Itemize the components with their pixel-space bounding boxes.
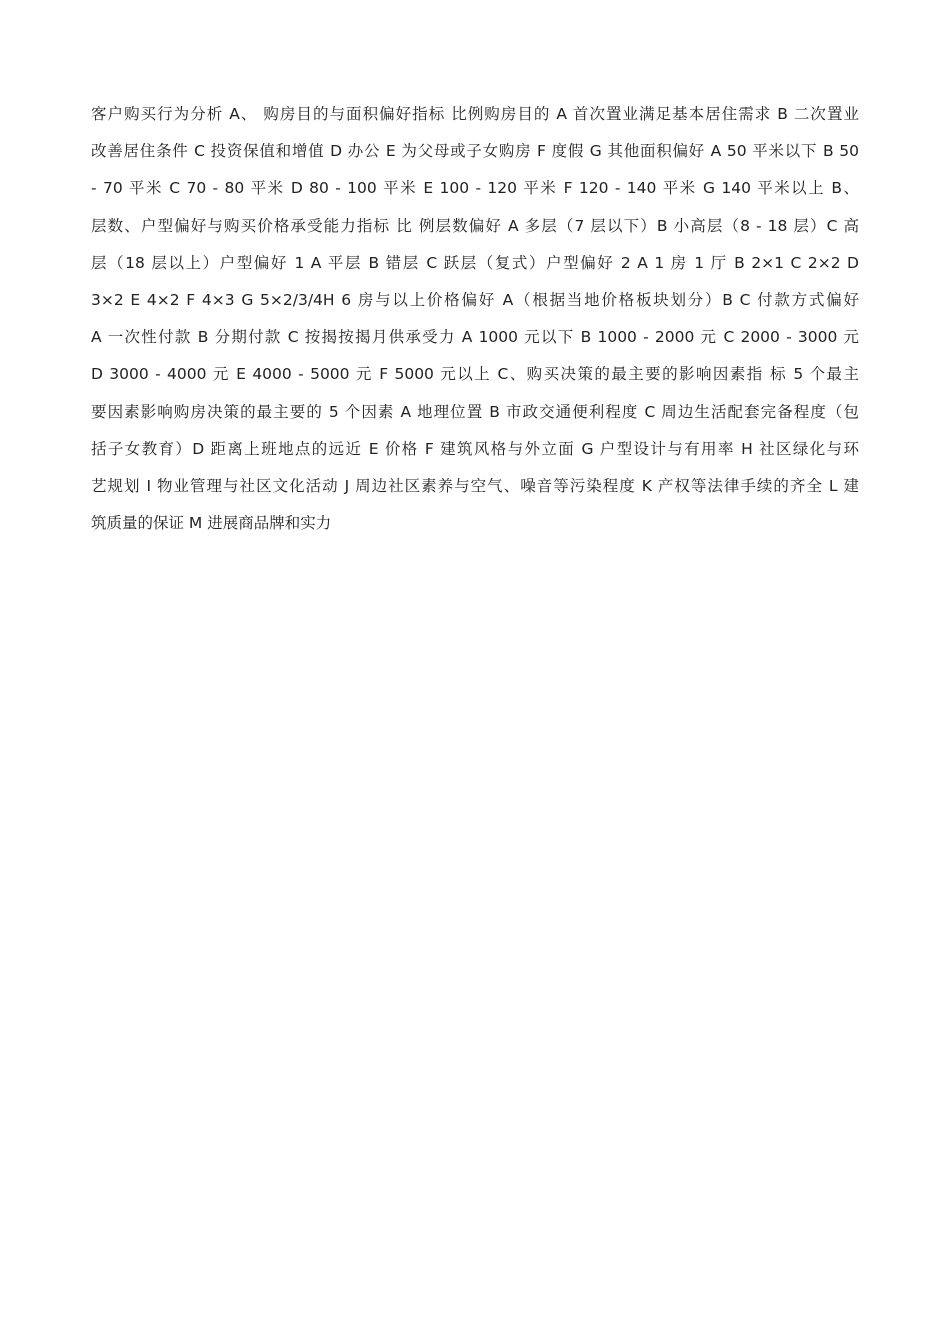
text-line: 层（18 层以上）户型偏好 1 A 平层 B 错层 C 跃层（复式）户型偏好 2 A 1 房 1 厅 B 2×1 C 2×2 D (91, 253, 859, 272)
text-line: 层数、户型偏好与购买价格承受能力指标 比 例层数偏好 A 多层（7 层以下）B 小高层（8 - 18 层）C 高 (91, 216, 859, 235)
text-line: 3×2 E 4×2 F 4×3 G 5×2/3/4H 6 房与以上价格偏好 A（根据当地价格板块划分）B C 付款方式偏好 (91, 290, 859, 309)
text-line: 要因素影响购房决策的最主要的 5 个因素 A 地理位置 B 市政交通便利程度 C 周边生活配套完备程度（包 (91, 402, 859, 421)
text-line: 筑质量的保证 M 进展商品牌和实力 (91, 514, 332, 533)
text-line: 括子女教育）D 距离上班地点的远近 E 价格 F 建筑风格与外立面 G 户型设计与有用率 H 社区绿化与环 (91, 439, 859, 458)
text-line: A 一次性付款 B 分期付款 C 按揭按揭月供承受力 A 1000 元以下 B 1000 - 2000 元 C 2000 - 3000 元 (91, 328, 859, 347)
text-line: D 3000 - 4000 元 E 4000 - 5000 元 F 5000 元以上 C、购买决策的最主要的影响因素指 标 5 个最主 (91, 365, 859, 384)
text-line: 艺规划 I 物业管理与社区文化活动 J 周边社区素养与空气、噪音等污染程度 K 产权等法律手续的齐全 L 建 (91, 476, 859, 495)
text-line: - 70 平米 C 70 - 80 平米 D 80 - 100 平米 E 100 - 120 平米 F 120 - 140 平米 G 140 平米以上 B、 (91, 179, 859, 198)
body-paragraph (91, 96, 859, 542)
text-line: 客户购买行为分析 A、 购房目的与面积偏好指标 比例购房目的 A 首次置业满足基本居住需求 B 二次置业 (91, 105, 859, 123)
text-line: 改善居住条件 C 投资保值和增值 D 办公 E 为父母或子女购房 F 度假 G 其他面积偏好 A 50 平米以下 B 50 (91, 142, 859, 161)
